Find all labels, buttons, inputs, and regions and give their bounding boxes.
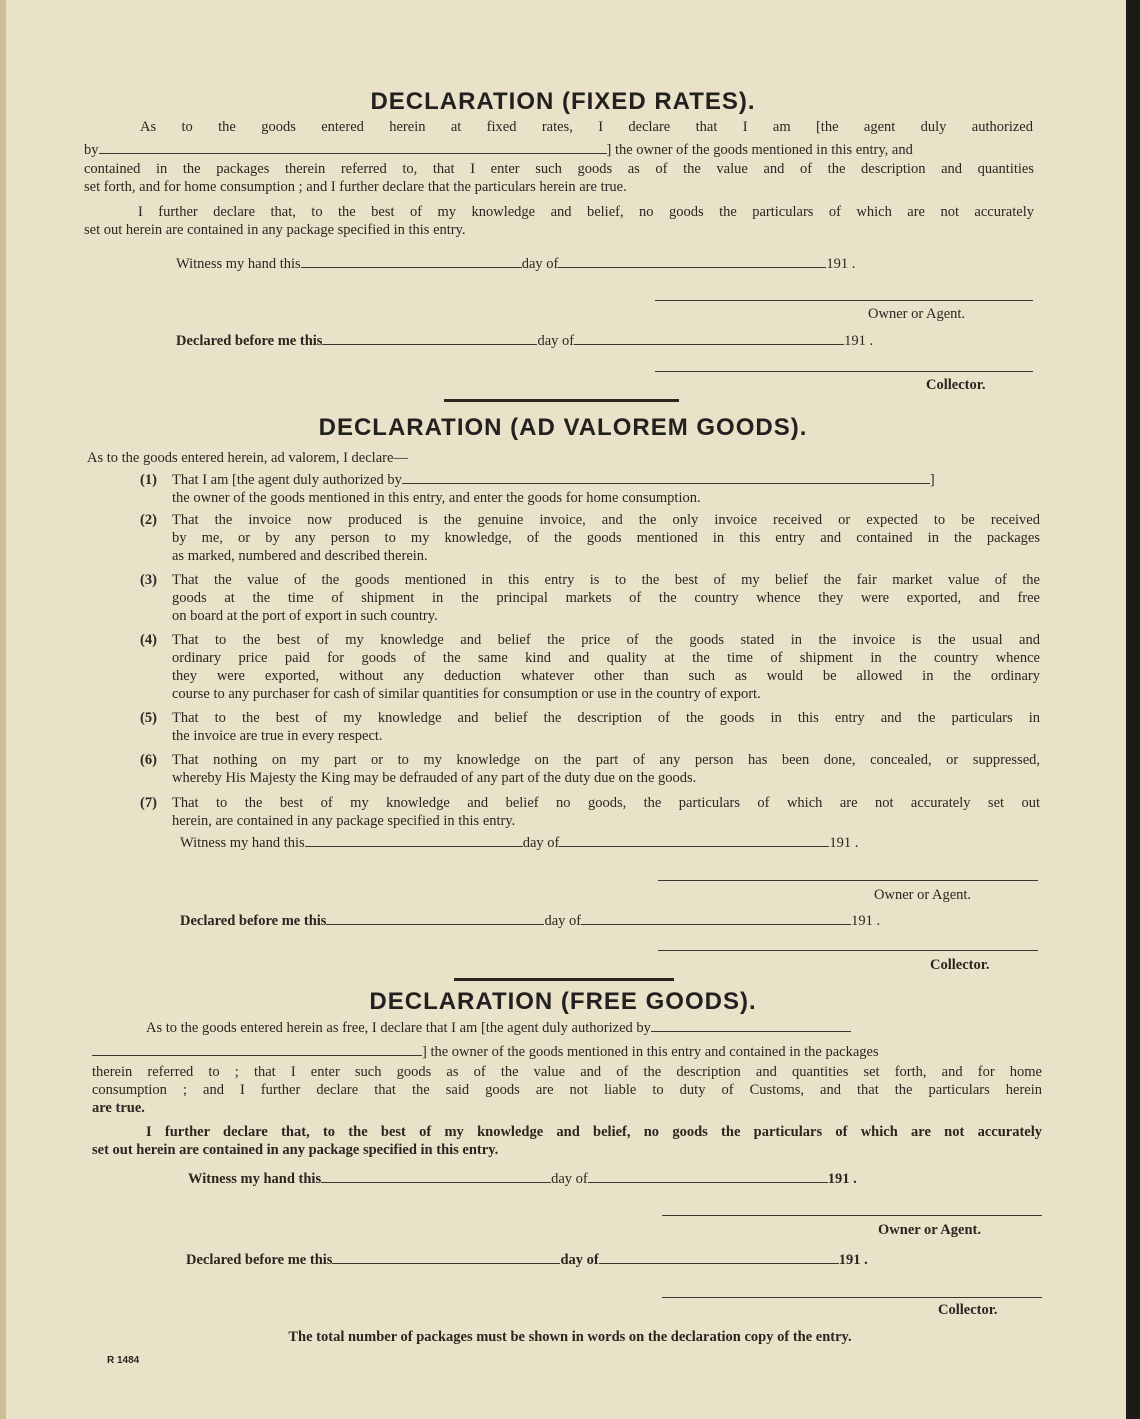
adval-item-4-line-4: course to any purchaser for cash of similar quantities for consumption or use in the country of export.	[172, 686, 761, 702]
free-para-1-line-4: consumption ; and I further declare that the said goods are not liable to duty of Customs, and that the particulars herein	[92, 1082, 1042, 1098]
fixed-para-1-line-4: set forth, and for home consumption ; and I further declare that the particulars herein are true.	[84, 179, 627, 195]
adval-intro	[87, 449, 687, 467]
fixed-para-2-line-2: set out herein are contained in any package specified in this entry.	[84, 222, 466, 238]
fixed-witness-month-field[interactable]	[558, 257, 826, 268]
adval-item-6	[140, 751, 1040, 787]
fixed-witness-day-of: day of	[521, 256, 559, 272]
adval-item-2-line-3: as marked, numbered and described therein.	[172, 548, 428, 564]
adval-item-1	[140, 471, 1040, 507]
free-agent-name-field-b[interactable]	[92, 1045, 422, 1056]
free-para-1-line-2-text: ] the owner of the goods mentioned in this entry and contained in the packages	[422, 1044, 879, 1060]
adval-item-2-num: (2)	[140, 512, 157, 528]
adval-item-6-num: (6)	[140, 752, 157, 768]
free-witness-year: 191 .	[827, 1171, 857, 1187]
fixed-witness-line	[176, 256, 855, 273]
fixed-declared-day-of: day of	[537, 333, 575, 349]
fixed-witness-year: 191 .	[826, 256, 856, 272]
adval-item-7	[140, 794, 1040, 830]
fixed-para-1-cont	[84, 160, 1034, 196]
adval-agent-name-field[interactable]	[402, 473, 930, 484]
fixed-para-1	[140, 118, 1033, 136]
adval-owner-signature-line[interactable]	[658, 880, 1038, 881]
free-witness-day-field[interactable]	[321, 1172, 551, 1183]
adval-item-7-line-2: herein, are contained in any package specified in this entry.	[172, 813, 516, 829]
adval-item-2-line-2: by me, or by any person to my knowledge, of the goods mentioned in this entry and contained in the packages	[172, 530, 1040, 546]
free-witness-day-of: day of	[551, 1171, 588, 1187]
fixed-declared-day-field[interactable]	[322, 334, 537, 345]
adval-item-5-line-1: That to the best of my knowledge and belief the description of the goods in this entry and the particulars in	[172, 710, 1040, 726]
fixed-authorized-by-line	[84, 142, 913, 159]
footnote-packages: The total number of packages must be shown in words on the declaration copy of the entry.	[288, 1329, 852, 1345]
fixed-para-2	[84, 203, 1034, 239]
free-declared-label: Declared before me this	[186, 1252, 333, 1268]
free-collector-caption: Collector.	[938, 1302, 998, 1318]
fixed-declared-year: 191 .	[844, 333, 874, 349]
fixed-declared-label: Declared before me this	[176, 333, 323, 349]
adval-item-1-line-2: the owner of the goods mentioned in this entry, and enter the goods for home consumption.	[172, 490, 701, 506]
adval-collector-signature-line[interactable]	[658, 950, 1038, 951]
adval-item-5-line-2: the invoice are true in every respect.	[172, 728, 383, 744]
adval-declared-day-of: day of	[544, 913, 582, 929]
adval-declared-day-field[interactable]	[326, 914, 544, 925]
free-declared-month-field[interactable]	[599, 1253, 839, 1264]
form-code: R 1484	[107, 1355, 140, 1366]
fixed-para-1-line-1: As to the goods entered herein at fixed rates, I declare that I am [the agent duly authorized	[140, 119, 1033, 135]
adval-item-4-line-2: ordinary price paid for goods of the same kind and quality at the time of shipment in the country whence	[172, 650, 1040, 666]
adval-collector-caption: Collector.	[930, 957, 990, 973]
adval-item-2-line-1: That the invoice now produced is the genuine invoice, and the only invoice received or expected to be received	[172, 512, 1040, 528]
free-witness-month-field[interactable]	[588, 1172, 828, 1183]
heading-free-goods: DECLARATION (FREE GOODS).	[369, 988, 757, 1015]
adval-owner-caption: Owner or Agent.	[874, 887, 972, 903]
adval-item-5-num: (5)	[140, 710, 157, 726]
adval-item-6-line-1: That nothing on my part or to my knowledge on the part of any person has been done, concealed, or suppressed,	[172, 752, 1040, 768]
free-collector-signature-line[interactable]	[662, 1297, 1042, 1298]
free-owner-signature-line[interactable]	[662, 1215, 1042, 1216]
adval-declared-month-field[interactable]	[581, 914, 851, 925]
fixed-agent-name-field[interactable]	[99, 143, 607, 154]
free-para-1-line-2	[92, 1044, 879, 1061]
adval-item-2	[140, 511, 1040, 565]
adval-item-3-num: (3)	[140, 572, 157, 588]
adval-witness-day-field[interactable]	[305, 836, 523, 847]
fixed-owner-text: ] the owner of the goods mentioned in this entry, and	[606, 142, 913, 158]
free-declared-day-field[interactable]	[332, 1253, 560, 1264]
adval-intro-text: As to the goods entered herein, ad valorem, I declare—	[87, 450, 408, 466]
fixed-collector-signature-line[interactable]	[655, 371, 1033, 372]
free-para-1-line-1-text: As to the goods entered herein as free, I declare that I am [the agent duly authorized by	[146, 1020, 651, 1036]
free-declared-day-of: day of	[560, 1252, 599, 1268]
fixed-collector-caption: Collector.	[926, 377, 986, 393]
heading-fixed-rates: DECLARATION (FIXED RATES).	[370, 88, 756, 115]
fixed-witness-day-field[interactable]	[301, 257, 522, 268]
fixed-owner-signature-line[interactable]	[655, 300, 1033, 301]
adval-item-4	[140, 631, 1040, 703]
adval-item-3-line-2: goods at the time of shipment in the principal markets of the country whence they were exported, and free	[172, 590, 1040, 606]
free-witness-line	[188, 1171, 857, 1188]
adval-item-3-line-1: That the value of the goods mentioned in this entry is to the best of my belief the fair market value of the	[172, 572, 1040, 588]
adval-witness-line	[180, 835, 858, 852]
fixed-declared-month-field[interactable]	[574, 334, 844, 345]
adval-item-4-line-1: That to the best of my knowledge and belief the price of the goods stated in the invoice is the usual and	[172, 632, 1040, 648]
free-owner-caption: Owner or Agent.	[878, 1222, 981, 1238]
fixed-para-2-line-1: I further declare that, to the best of my knowledge and belief, no goods the particulars of which are not accurately	[138, 204, 1034, 220]
adval-witness-month-field[interactable]	[559, 836, 829, 847]
free-declared-year: 191 .	[838, 1252, 868, 1268]
free-witness-label: Witness my hand this	[188, 1171, 322, 1187]
free-para-1-line-3: therein referred to ; that I enter such goods as of the value and of the description and quantities set forth, and for home	[92, 1064, 1042, 1080]
section-divider-1	[444, 399, 679, 402]
free-para-2-line-2: set out herein are contained in any package specified in this entry.	[92, 1142, 499, 1158]
adval-witness-year: 191 .	[829, 835, 859, 851]
free-agent-name-field-a[interactable]	[651, 1021, 851, 1032]
adval-item-1-text: That I am [the agent duly authorized by ] the owner of the goods mentioned in this entry, and enter the goods for home consumption.	[172, 471, 1038, 507]
adval-witness-label: Witness my hand this	[180, 835, 305, 851]
fixed-owner-caption: Owner or Agent.	[868, 306, 966, 322]
adval-item-3	[140, 571, 1040, 625]
free-para-1-cont	[92, 1063, 1042, 1117]
section-divider-2	[454, 978, 674, 981]
adval-item-7-num: (7)	[140, 795, 157, 811]
adval-item-4-num: (4)	[140, 632, 157, 648]
adval-item-7-line-1: That to the best of my knowledge and belief no goods, the particulars of which are not accurately set out	[172, 795, 1040, 811]
scan-border-right	[1126, 0, 1140, 1419]
adval-item-1-num: (1)	[140, 472, 157, 488]
adval-declared-label: Declared before me this	[180, 913, 327, 929]
heading-ad-valorem: DECLARATION (AD VALOREM GOODS).	[318, 414, 808, 441]
fixed-declared-line	[176, 333, 873, 350]
adval-declared-year: 191 .	[851, 913, 881, 929]
adval-witness-day-of: day of	[522, 835, 560, 851]
fixed-by-label: by	[84, 142, 99, 158]
fixed-witness-label: Witness my hand this	[176, 256, 301, 272]
free-para-2	[92, 1123, 1042, 1159]
free-para-2-line-1: I further declare that, to the best of my knowledge and belief, no goods the particulars of which are not accurately	[146, 1124, 1042, 1140]
free-para-1-line-5: are true.	[92, 1100, 145, 1116]
free-para-1-line-1	[146, 1020, 851, 1037]
adval-item-3-line-3: on board at the port of export in such country.	[172, 608, 438, 624]
adval-item-1-line-1: That I am [the agent duly authorized by	[172, 472, 402, 488]
adval-item-6-line-2: whereby His Majesty the King may be defrauded of any part of the duty due on the goods.	[172, 770, 697, 786]
adval-item-4-line-3: they were exported, without any deduction whatever other than such as would be allowed in the ordinary	[172, 668, 1040, 684]
free-declared-line	[186, 1252, 868, 1269]
fixed-para-1-line-3: contained in the packages therein referred to, that I enter such goods as of the value and of the description and quantities	[84, 161, 1034, 177]
adval-item-5	[140, 709, 1040, 745]
adval-declared-line	[180, 913, 880, 930]
